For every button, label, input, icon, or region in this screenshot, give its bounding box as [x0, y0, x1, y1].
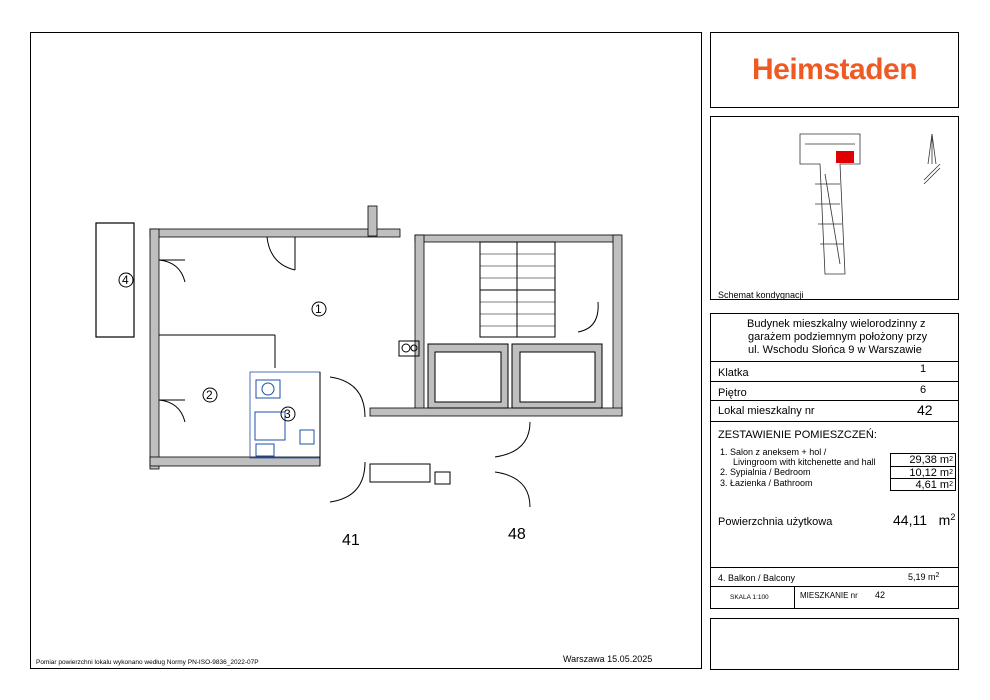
- room3-label: 3. Łazienka / Bathroom: [720, 478, 813, 488]
- room2-label: 2. Sypialnia / Bedroom: [720, 467, 811, 477]
- flat-label: MIESZKANIE nr: [800, 591, 858, 600]
- building-line1: Budynek mieszkalny wielorodzinny z: [747, 318, 926, 330]
- neighbor-41: 41: [342, 532, 360, 549]
- room3-area: 4,61 $m^2$: [890, 478, 956, 491]
- wall-stair-east: [613, 235, 622, 415]
- room-label-1: 1: [315, 302, 322, 316]
- lokal-value: 42: [917, 402, 933, 418]
- room1-area: 29,38 $m^2$: [890, 453, 956, 467]
- room1-label2: Livingroom with kitchenette and hall: [733, 457, 876, 467]
- measurement-note: Pomiar powierzchni lokalu wykonano według Normy PN-ISO-9836_2022-07P: [36, 659, 259, 666]
- scale-label: SKALA 1:100: [730, 594, 769, 601]
- notes-frame: [710, 618, 959, 670]
- wall-core-south: [370, 408, 622, 416]
- pietro-value: 6: [920, 384, 927, 396]
- floor-plan: [30, 32, 702, 669]
- plan-date: Warszawa 15.05.2025: [563, 654, 653, 664]
- building-line3: ul. Wschodu Słońca 9 w Warszawie: [748, 344, 922, 356]
- neighbor-48: 48: [508, 526, 526, 543]
- building-line2: garażem podziemnym położony przy: [748, 331, 928, 343]
- lokal-label: Lokal mieszkalny nr: [718, 405, 815, 417]
- klatka-label: Klatka: [718, 367, 749, 379]
- brand-logo: Heimstaden: [751, 53, 918, 86]
- wall-core: [415, 235, 424, 415]
- rooms-heading: ZESTAWIENIE POMIESZCZEŃ:: [718, 429, 877, 441]
- scheme-caption: Schemat kondygnacji: [718, 290, 804, 300]
- flat-value: 42: [875, 590, 886, 600]
- klatka-value: 1: [920, 363, 927, 375]
- room2-area: 10,12 $m^2$: [890, 466, 956, 479]
- usable-label: Powierzchnia użytkowa: [718, 516, 833, 528]
- wall-stub: [368, 206, 377, 236]
- wall-west: [150, 229, 159, 469]
- pietro-label: Piętro: [718, 387, 747, 399]
- wall-stair-north: [415, 235, 620, 242]
- room1-label1: 1. Salon z aneksem + hol /: [720, 447, 827, 457]
- room-label-4: 4: [122, 273, 129, 287]
- wall-north: [150, 229, 400, 237]
- room-label-2: 2: [206, 388, 213, 402]
- room-label-3: 3: [284, 407, 291, 421]
- balcony-value: 5,19 $m^2$: [908, 572, 940, 582]
- building-scheme: [790, 124, 960, 284]
- usable-value: 44,11 $m^2$: [893, 512, 956, 528]
- balcony-label: 4. Balkon / Balcony: [718, 573, 796, 583]
